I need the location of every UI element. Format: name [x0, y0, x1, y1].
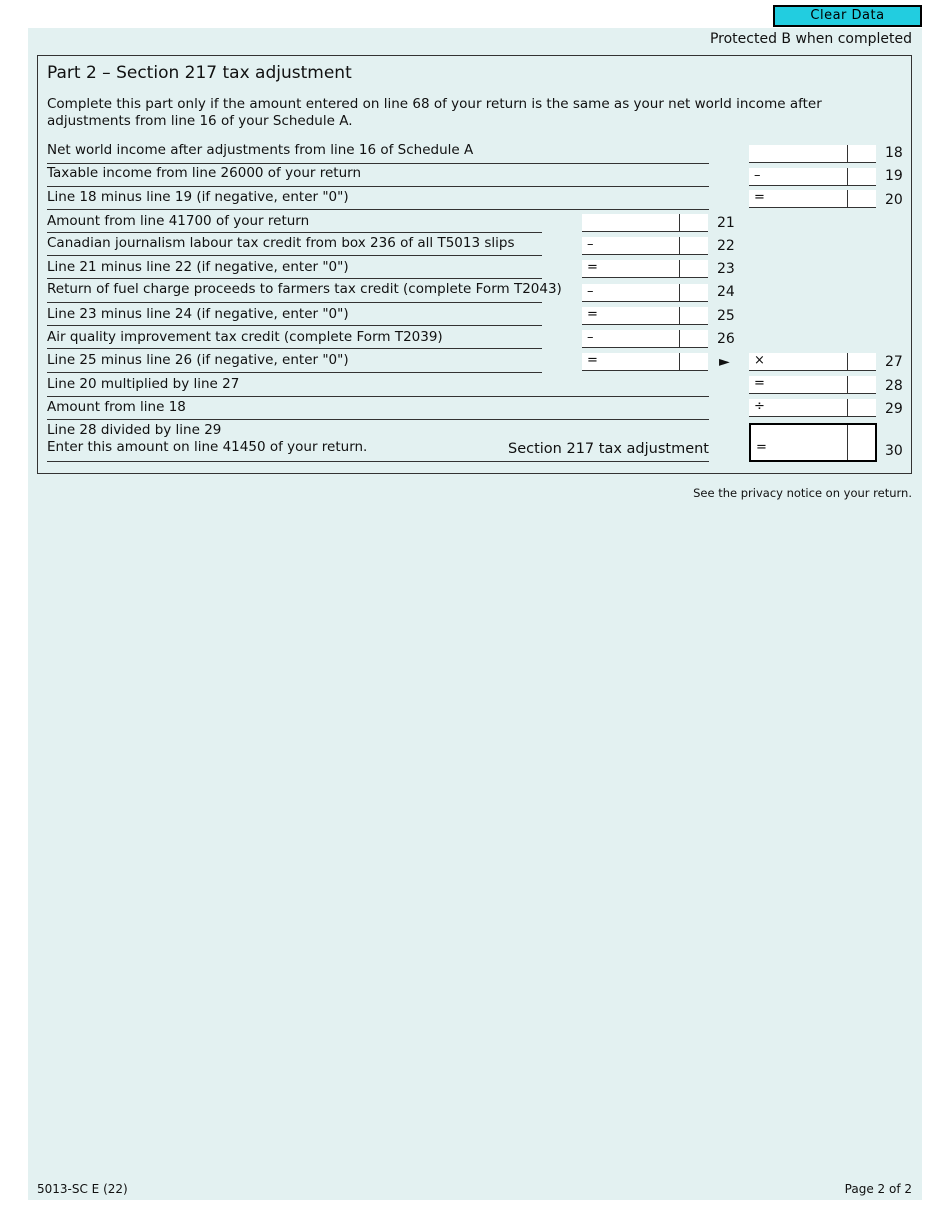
section-217-adjustment-label: Section 217 tax adjustment — [508, 441, 709, 457]
line-27-label: Line 25 minus line 26 (if negative, enter "0") — [47, 352, 349, 368]
line-30-label: Line 28 divided by line 29 — [47, 422, 222, 438]
line-20-input[interactable]: = — [749, 190, 876, 208]
line-28-number: 28 — [885, 378, 903, 394]
line-19-label: Taxable income from line 26000 of your return — [47, 165, 362, 181]
line-27-left-input[interactable]: = — [582, 353, 708, 371]
line-23-number: 23 — [717, 261, 735, 277]
line-25-label: Line 23 minus line 24 (if negative, enter "0") — [47, 306, 349, 322]
line-21-number: 21 — [717, 215, 735, 231]
line-24-number: 24 — [717, 284, 735, 300]
line-21-input[interactable] — [582, 214, 708, 232]
line-26-rule — [47, 348, 542, 349]
line-30-input[interactable]: = — [749, 423, 877, 462]
line-28-label: Line 20 multiplied by line 27 — [47, 376, 240, 392]
line-24-rule — [47, 302, 542, 303]
line-18-label: Net world income after adjustments from line 16 of Schedule A — [47, 142, 474, 158]
line-24-label: Return of fuel charge proceeds to farmers tax credit (complete Form T2043) — [47, 281, 562, 297]
line-22-rule — [47, 255, 542, 256]
line-25-input[interactable]: = — [582, 307, 708, 325]
line-26-input[interactable]: – — [582, 330, 708, 348]
line-26-number: 26 — [717, 331, 735, 347]
line-21-rule — [47, 232, 542, 233]
line-29-rule — [47, 419, 709, 420]
line-30-number: 30 — [885, 443, 903, 459]
line-29-number: 29 — [885, 401, 903, 417]
line-30-instruction: Enter this amount on line 41450 of your return. — [47, 439, 368, 455]
line-29-label: Amount from line 18 — [47, 399, 186, 415]
line-19-rule — [47, 186, 709, 187]
line-22-label: Canadian journalism labour tax credit from box 236 of all T5013 slips — [47, 235, 515, 251]
line-25-number: 25 — [717, 308, 735, 324]
line-27-rule — [47, 372, 542, 373]
line-26-label: Air quality improvement tax credit (complete Form T2039) — [47, 329, 443, 345]
line-19-input[interactable]: – — [749, 168, 876, 186]
form-code: 5013-SC E (22) — [37, 1182, 128, 1196]
line-24-input[interactable]: – — [582, 284, 708, 302]
line-20-number: 20 — [885, 192, 903, 208]
privacy-notice: See the privacy notice on your return. — [693, 486, 912, 500]
line-23-rule — [47, 278, 542, 279]
line-18-rule — [47, 163, 709, 164]
line-21-label: Amount from line 41700 of your return — [47, 213, 310, 229]
line-19-number: 19 — [885, 168, 903, 184]
page-number: Page 2 of 2 — [844, 1182, 912, 1196]
line-23-input[interactable]: = — [582, 260, 708, 278]
line-22-number: 22 — [717, 238, 735, 254]
line-28-rule — [47, 396, 709, 397]
line-18-number: 18 — [885, 145, 903, 161]
protected-label: Protected B when completed — [709, 31, 912, 47]
line-25-rule — [47, 325, 542, 326]
line-20-label: Line 18 minus line 19 (if negative, enter "0") — [47, 189, 349, 205]
line-18-input[interactable] — [749, 145, 876, 163]
part-2-panel — [37, 55, 912, 474]
clear-data-button[interactable]: Clear Data — [773, 5, 922, 27]
line-27-input[interactable]: × — [749, 353, 876, 371]
carry-arrow-icon: ► — [719, 354, 730, 370]
line-28-input[interactable]: = — [749, 376, 876, 394]
line-27-number: 27 — [885, 354, 903, 370]
line-20-rule — [47, 209, 709, 210]
line-30-rule — [47, 461, 709, 462]
line-22-input[interactable]: – — [582, 237, 708, 255]
line-29-input[interactable]: ÷ — [749, 399, 876, 417]
part-instructions: Complete this part only if the amount entered on line 68 of your return is the same as your net world income after adjustments from line 16 of your Schedule A. — [47, 96, 822, 129]
line-23-label: Line 21 minus line 22 (if negative, enter "0") — [47, 259, 349, 275]
part-title: Part 2 – Section 217 tax adjustment — [47, 63, 352, 83]
